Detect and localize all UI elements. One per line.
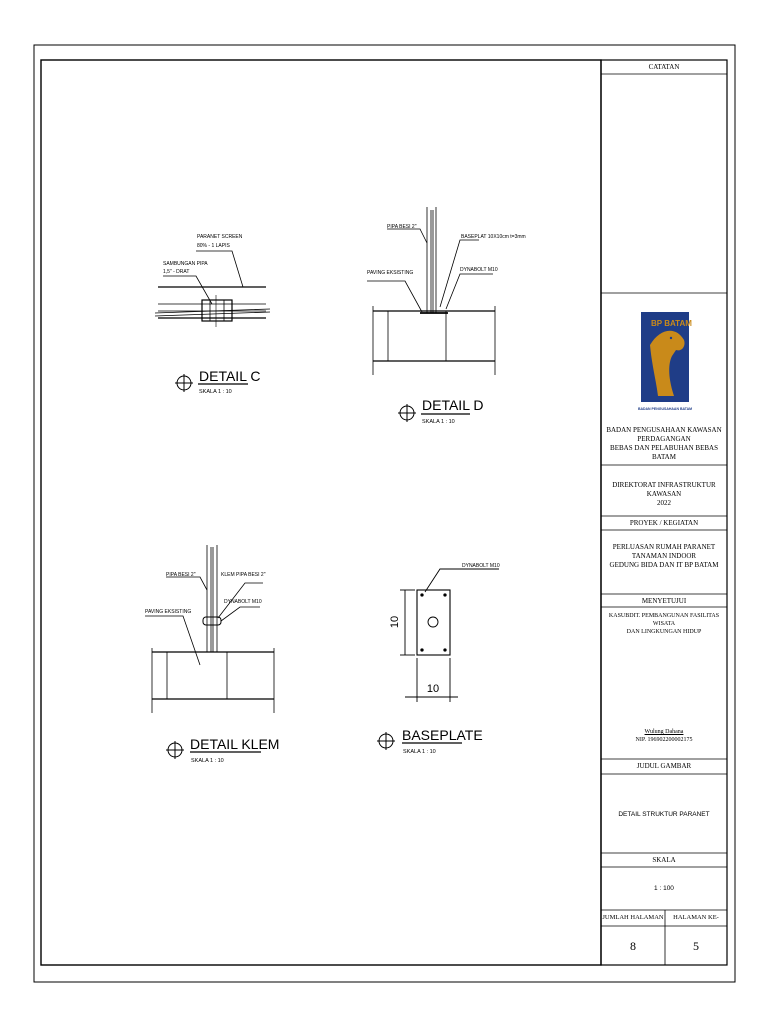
approver-name: Wulung Dahana xyxy=(644,729,684,735)
baseplate-title: BASEPLATE xyxy=(402,727,483,743)
logo-text: BP BATAM xyxy=(651,319,692,328)
page-no-value: 5 xyxy=(693,939,699,953)
notes-header: CATATAN xyxy=(648,63,680,71)
detail-klem-labels xyxy=(145,572,266,615)
baseplate-labels xyxy=(389,563,500,695)
baseplate-label-1: DYNABOLT M10 xyxy=(462,563,500,569)
scale-value: 1 : 100 xyxy=(654,885,674,892)
directorate-line-1: DIREKTORAT INFRASTRUKTUR KAWASAN xyxy=(612,481,716,498)
detail-klem-label-1: PIPA BESI 2" xyxy=(166,572,196,578)
detail-c-label-3: SAMBUNGAN PIPA xyxy=(163,261,208,267)
detail-klem-scale: SKALA 1 : 10 xyxy=(191,758,224,764)
project-line-3: GEDUNG BIDA DAN IT BP BATAM xyxy=(609,561,719,569)
detail-d-drawing xyxy=(367,207,495,375)
project-line-2: TANAMAN INDOOR xyxy=(631,552,697,560)
detail-d-label-2: BASEPLAT 10X10cm t=3mm xyxy=(461,234,526,240)
page-no-header: HALAMAN KE- xyxy=(673,914,719,921)
detail-d-title: DETAIL D xyxy=(422,397,484,413)
inner-border xyxy=(41,60,601,965)
detail-d-labels xyxy=(367,224,526,276)
baseplate-dim-vertical: 10 xyxy=(389,615,401,629)
approver-signature-block xyxy=(601,728,727,744)
detail-c-scale: SKALA 1 : 10 xyxy=(199,389,232,395)
approver-title-line-1: KASUBDIT. PEMBANGUNAN FASILITAS WISATA xyxy=(608,613,720,627)
bp-batam-logo xyxy=(638,312,692,411)
drawing-title: DETAIL STRUKTUR PARANET xyxy=(618,811,710,818)
detail-klem-label-2: KLEM PIPA BESI 2" xyxy=(221,572,266,578)
approver-nip: NIP. 196902200002175 xyxy=(635,737,693,743)
detail-klem-label-3: DYNABOLT M10 xyxy=(224,599,262,605)
detail-d-label-1: PIPA BESI 2" xyxy=(387,224,417,230)
agency-line-1: BADAN PENGUSAHAAN KAWASAN PERDAGANGAN xyxy=(606,426,722,443)
detail-d-label-3: PAVING EKSISTING xyxy=(367,270,414,276)
detail-c-labels xyxy=(163,234,243,275)
project-header: PROYEK / KEGIATAN xyxy=(629,519,699,527)
approver-title xyxy=(601,612,727,636)
agency-name xyxy=(601,426,727,462)
outer-border xyxy=(34,45,735,982)
baseplate-scale: SKALA 1 : 10 xyxy=(403,749,436,755)
detail-c-label-1: PARANET SCREEN xyxy=(197,234,243,240)
detail-c-title: DETAIL C xyxy=(199,368,261,384)
approver-title-line-2: DAN LINGKUNGAN HIDUP xyxy=(626,629,702,635)
directorate-year: 2022 xyxy=(657,499,671,507)
detail-d-label-4: DYNABOLT M10 xyxy=(460,267,498,273)
agency-line-2: BEBAS DAN PELABUHAN BEBAS BATAM xyxy=(610,444,718,461)
pages-header: JUMLAH HALAMAN xyxy=(602,914,664,921)
approval-header: MENYETUJUI xyxy=(641,597,687,605)
detail-c-label-2: 80% - 1 LAPIS xyxy=(197,243,230,249)
project-line-1: PERLUASAN RUMAH PARANET xyxy=(612,543,716,551)
pages-value: 8 xyxy=(630,939,636,953)
baseplate-drawing xyxy=(400,569,499,702)
detail-c-label-4: 1,5" - DRAT xyxy=(163,269,190,275)
project-name xyxy=(601,543,727,570)
detail-d-scale: SKALA 1 : 10 xyxy=(422,419,455,425)
scale-header: SKALA xyxy=(652,856,676,864)
detail-klem-drawing xyxy=(145,545,274,713)
drawing-title-header: JUDUL GAMBAR xyxy=(636,762,692,770)
logo-caption: BADAN PENGUSAHAAN BATAM xyxy=(637,407,693,411)
title-block-frame xyxy=(601,60,727,965)
detail-klem-title: DETAIL KLEM xyxy=(190,736,280,752)
detail-klem-label-4: PAVING EKSISTING xyxy=(145,609,192,615)
directorate xyxy=(601,481,727,508)
baseplate-dim-horizontal: 10 xyxy=(426,683,440,695)
